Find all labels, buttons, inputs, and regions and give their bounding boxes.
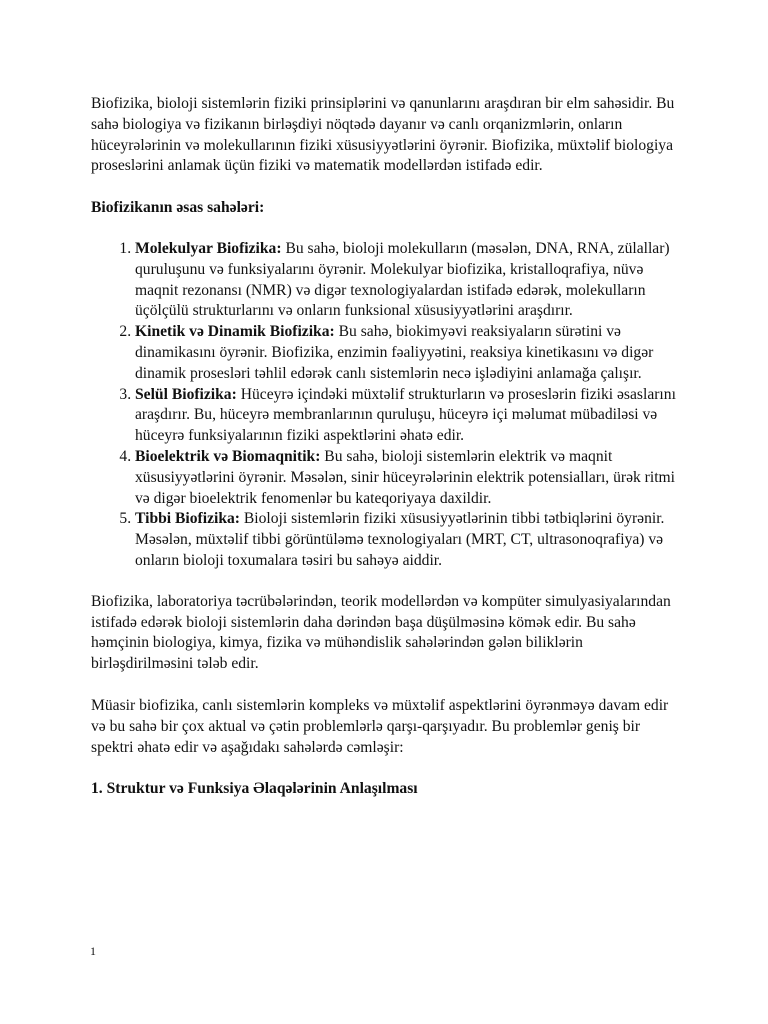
list-item xyxy=(135,509,683,571)
list-item-text: Bu sahə, bioloji sistemlərin elektrik və maqnit xüsusiyyətlərini öyrənir. Məsələn, sinir hüceyrələrinin elektrik potensialları, ürək ritmi və digər bioelektrik fenomenlər bu kateqoriyaya daxildir. xyxy=(135,447,676,507)
list-item xyxy=(135,239,683,322)
list-item-text: Bu sahə, bioloji molekulların (məsələn, DNA, RNA, zülallar) quruluşunu və funksiyalarını öyrənir. Molekulyar biofizika, kristalloqrafiya, nüvə maqnit rezonansı (NMR) və digər texnologiyalardan istifadə edərək, molekulların üçölçülü strukturlarını və onların funksional xüsusiyyətlərini araşdırır. xyxy=(135,239,670,320)
document-body xyxy=(91,94,683,800)
paragraph-3: Müasir biofizika, canlı sistemlərin kompleks və müxtəlif aspektlərini öyrənməyə davam edir və bu sahə bir çox aktual və çətin problemlərlə qarşı-qarşıyadır. Bu problemlər geniş bir spektri əhatə edir və aşağıdakı sahələrdə cəmləşir: xyxy=(91,696,669,756)
list-item-term: Bioelektrik və Biomaqnitik: xyxy=(135,447,321,465)
list-item xyxy=(135,385,683,447)
list-item-text: Bu sahə, biokimyəvi reaksiyaların sürətini və dinamikasını öyrənir. Biofizika, enzimin fəaliyyətini, reaksiya kinetikasını və digər dinamik prosesləri təhlil edərək canlı sistemlərin necə işlədiyini anlamağa çalışır. xyxy=(135,323,654,382)
main-areas-list xyxy=(91,239,683,572)
section-heading: 1. Struktur və Funksiya Əlaqələrinin Anlaşılması xyxy=(91,780,418,798)
list-item-text: Bioloji sistemlərin fiziki xüsusiyyətlərinin tibbi tətbiqlərini öyrənir. Məsələn, müxtəlif tibbi görüntüləmə texnologiyaları (MRT, CT, ultrasonoqrafiya) və onların bioloji toxumalara təsiri bu sahəyə aiddir. xyxy=(135,510,665,569)
list-item-text: Hüceyrə içindəki müxtəlif strukturların və proseslərin fiziki əsaslarını araşdırır. Bu, hüceyrə membranlarının quruluşu, hüceyrə içi məlumat mübadiləsi və hüceyrə funksiyalarının fiziki aspektlərini əhatə edir. xyxy=(135,385,676,445)
paragraph-2: Biofizika, laboratoriya təcrübələrindən, teorik modellərdən və kompüter simulyasiyalarından istifadə edərək bioloji sistemlərin daha dərindən başa düşülməsinə kömək edir. Bu sahə həmçinin biologiya, kimya, fizika və mühəndislik sahələrindən gələn biliklərin birləşdirilməsini tələb edir. xyxy=(91,592,671,673)
intro-paragraph: Biofizika, bioloji sistemlərin fiziki prinsiplərini və qanunlarını araşdıran bir elm sahəsidir. Bu sahə biologiya və fizikanın birləşdiyi nöqtədə dayanır və canlı orqanizmlərin, onların hüceyrələrinin və molekullarının fiziki xüsusiyyətlərini öyrənir. Biofizika, müxtəlif biologiya proseslərini anlamak üçün fiziki və matematik modellərdən istifadə edir. xyxy=(91,95,675,175)
list-item xyxy=(135,447,683,509)
list-item xyxy=(135,322,683,384)
list-item-term: Selül Biofizika: xyxy=(135,385,237,403)
list-item-term: Molekulyar Biofizika: xyxy=(135,239,282,257)
list-item-term: Tibbi Biofizika: xyxy=(135,510,240,528)
page-number: 1 xyxy=(90,944,96,958)
list-item-term: Kinetik və Dinamik Biofizika: xyxy=(135,323,335,341)
main-areas-heading: Biofizikanın əsas sahələri: xyxy=(91,199,265,217)
